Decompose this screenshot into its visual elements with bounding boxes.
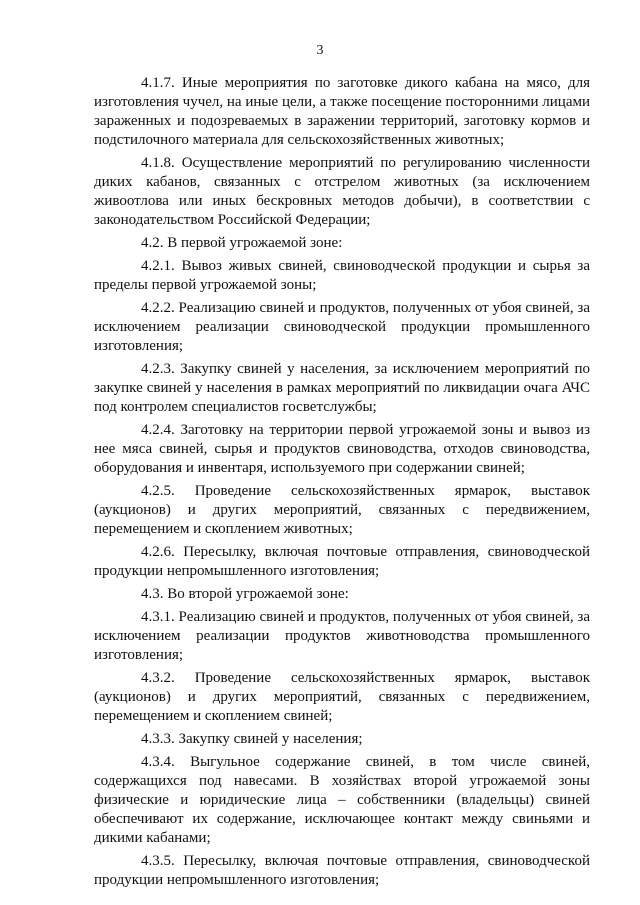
paragraph-4-2-4: 4.2.4. Заготовку на территории первой угрожаемой зоны и вывоз из нее мяса свиней, сырья и продуктов свиноводства, отходов свиноводства, оборудования и инвентаря, используемого при содержании свиней; <box>94 422 590 476</box>
section-heading-4-2: 4.2. В первой угрожаемой зоне: <box>141 235 343 251</box>
section-heading-4-3: 4.3. Во второй угрожаемой зоне: <box>141 586 349 602</box>
paragraph-4-2-3: 4.2.3. Закупку свиней у населения, за исключением мероприятий по закупке свиней у населения в рамках мероприятий по ликвидации очага АЧС под контролем специалистов госветслужбы; <box>94 361 590 415</box>
paragraph-4-1-7: 4.1.7. Иные мероприятия по заготовке дикого кабана на мясо, для изготовления чучел, на иные цели, а также посещение посторонними лицами зараженных и подозреваемых в заражении территорий, заготовку кормов и подстилочного материала для сельскохозяйственных животных; <box>94 75 590 148</box>
paragraph-4-1-8: 4.1.8. Осуществление мероприятий по регулированию численности диких кабанов, связанных с отстрелом животных (за исключением живоотлова или иных бескровных методов добычи), в соответствии с законодательством Российской Федерации; <box>94 155 590 228</box>
paragraph-4-3-5: 4.3.5. Пересылку, включая почтовые отправления, свиноводческой продукции непромышленного изготовления; <box>94 853 590 888</box>
paragraph-4-2-1: 4.2.1. Вывоз живых свиней, свиноводческой продукции и сырья за пределы первой угрожаемой зоны; <box>94 258 590 293</box>
paragraph-4-3-3: 4.3.3. Закупку свиней у населения; <box>141 731 363 747</box>
paragraph-4-2-6: 4.2.6. Пересылку, включая почтовые отправления, свиноводческой продукции непромышленного изготовления; <box>94 544 590 579</box>
paragraph-4-3-1: 4.3.1. Реализацию свиней и продуктов, полученных от убоя свиней, за исключением реализации продуктов животноводства промышленного изготовления; <box>94 609 590 663</box>
paragraph-4-2-5: 4.2.5. Проведение сельскохозяйственных ярмарок, выставок (аукционов) и других мероприятий, связанных с передвижением, перемещением и скоплением животных; <box>94 483 590 537</box>
paragraph-4-3-4: 4.3.4. Выгульное содержание свиней, в том числе свиней, содержащихся под навесами. В хозяйствах второй угрожаемой зоны физические и юридические лица – собственники (владельцы) свиней обеспечивают их содержание, исключающее контакт между свиньями и дикими кабанами; <box>94 754 590 846</box>
page-number: 3 <box>316 43 324 58</box>
paragraph-4-2-2: 4.2.2. Реализацию свиней и продуктов, полученных от убоя свиней, за исключением реализации свиноводческой продукции промышленного изготовления; <box>94 300 590 354</box>
paragraph-4-3-2: 4.3.2. Проведение сельскохозяйственных ярмарок, выставок (аукционов) и других мероприятий, связанных с передвижением, перемещением и скоплением свиней; <box>94 670 590 724</box>
document-body <box>94 74 590 894</box>
